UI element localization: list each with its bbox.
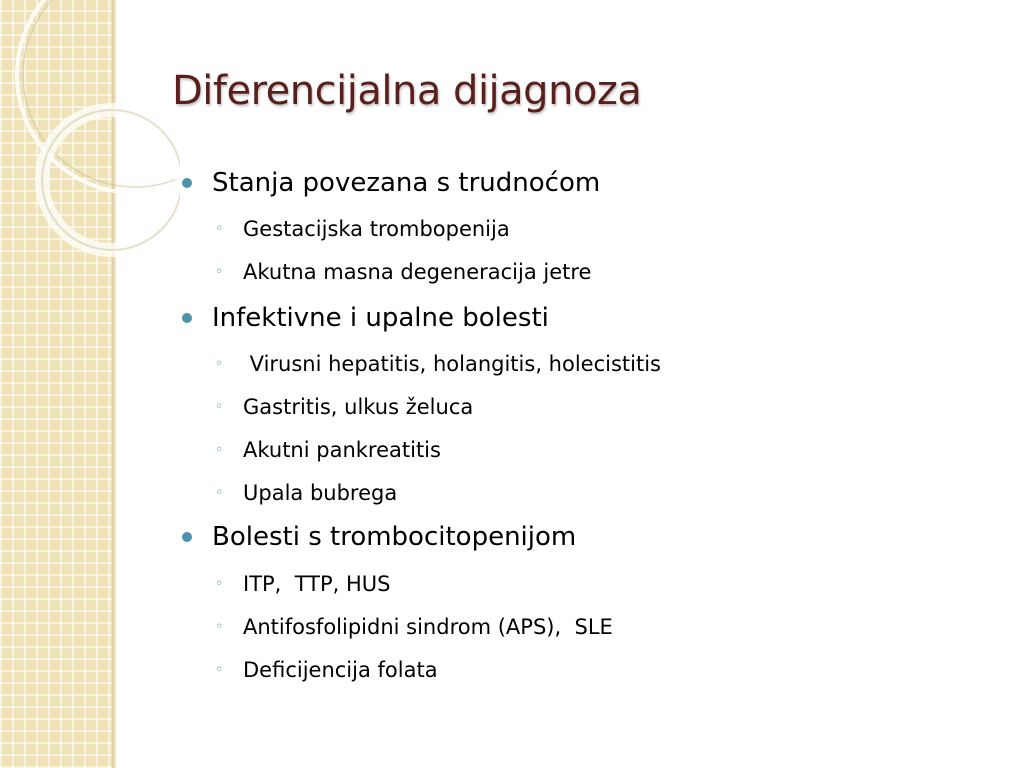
slide-title: Diferencijalna dijagnoza xyxy=(172,68,642,114)
list-item-level2 xyxy=(215,615,613,639)
bullet-ring-icon: ◦ xyxy=(215,619,224,635)
list-item-text: Stanja povezana s trudnoćom xyxy=(212,168,601,198)
list-item-level2 xyxy=(215,352,661,376)
list-item-text: Akutna masna degeneracija jetre xyxy=(243,260,592,284)
list-item-level2 xyxy=(215,395,474,419)
list-item-text: Upala bubrega xyxy=(243,481,398,505)
bullet-ring-icon: ◦ xyxy=(215,264,224,280)
bullet-ring-icon: ◦ xyxy=(215,576,224,592)
bullet-dot-icon xyxy=(182,532,192,542)
list-item-text: Antifosfolipidni sindrom (APS), SLE xyxy=(243,615,613,639)
list-item-level1 xyxy=(212,168,600,198)
list-item-text: ITP, TTP, HUS xyxy=(243,572,391,596)
bullet-dot-icon xyxy=(182,178,192,188)
list-item-level1 xyxy=(212,303,549,333)
bullet-ring-icon: ◦ xyxy=(215,442,224,458)
bullet-ring-icon: ◦ xyxy=(215,221,224,237)
list-item-text: Infektivne i upalne bolesti xyxy=(212,303,549,333)
list-item-text: Bolesti s trombocitopenijom xyxy=(212,522,577,552)
bullet-ring-icon: ◦ xyxy=(215,662,224,678)
bullet-ring-icon: ◦ xyxy=(215,399,224,415)
list-item-level2 xyxy=(215,217,510,241)
list-item-level2 xyxy=(215,438,441,462)
list-item-level2 xyxy=(215,572,391,596)
list-item-text: Akutni pankreatitis xyxy=(243,438,441,462)
list-item-text: Gastritis, ulkus želuca xyxy=(243,395,474,419)
list-item-level2 xyxy=(215,658,438,682)
list-item-level2 xyxy=(215,260,592,284)
bullet-ring-icon: ◦ xyxy=(215,485,224,501)
bullet-ring-icon: ◦ xyxy=(215,356,224,372)
list-item-level1 xyxy=(212,522,576,552)
list-item-text: Gestacijska trombopenija xyxy=(243,217,510,241)
list-item-text: Virusni hepatitis, holangitis, holecistitis xyxy=(243,352,661,376)
list-item-text: Deficijencija folata xyxy=(243,658,438,682)
bullet-dot-icon xyxy=(182,313,192,323)
list-item-level2 xyxy=(215,481,398,505)
